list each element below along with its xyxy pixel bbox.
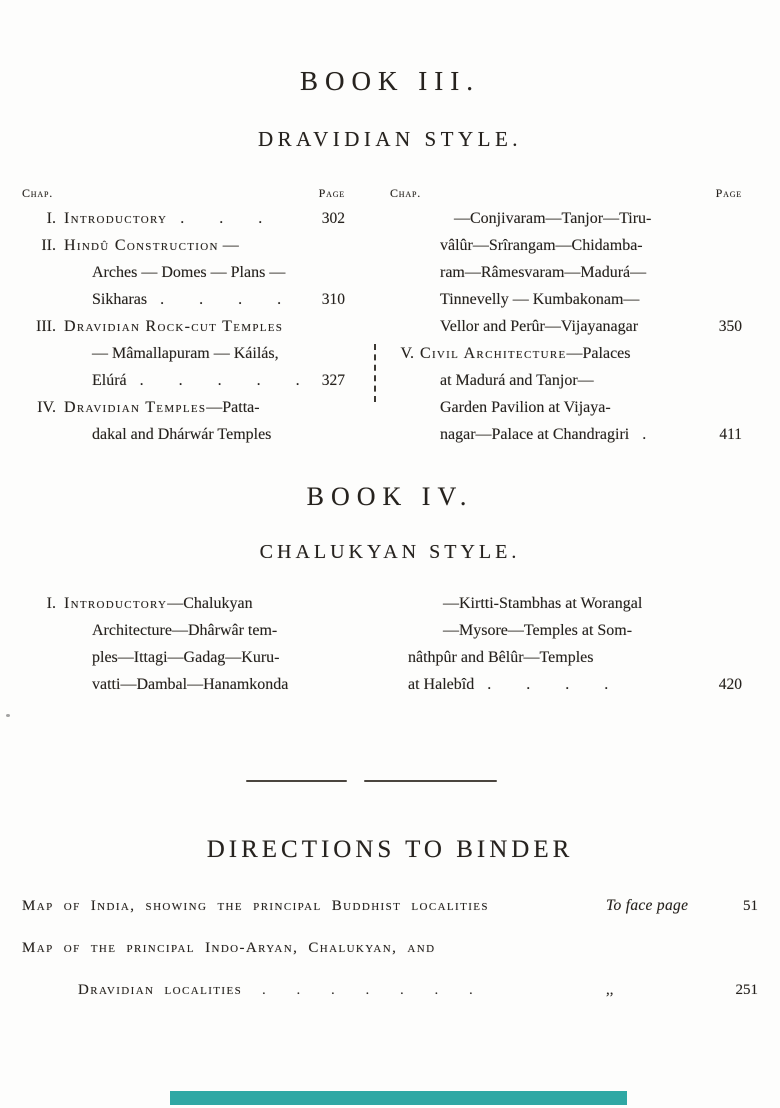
binder-entry-label: Map of India, showing the principal Buddhist localities	[22, 898, 489, 914]
toc-entry-line	[22, 313, 345, 340]
toc-entry-line	[390, 259, 742, 286]
page-number: 310	[321, 291, 345, 308]
chapter-numeral: II.	[41, 237, 56, 254]
entry-text: ram—Râmesvaram—Madurá—	[440, 264, 647, 281]
page-number: 51	[743, 898, 758, 914]
binder-entry-right	[606, 894, 758, 918]
toc-entry-line	[390, 205, 742, 232]
toc-entry-line	[390, 367, 742, 394]
page-number: 327	[321, 372, 345, 389]
chapter-numeral: IV.	[37, 399, 56, 416]
toc-entry-line	[390, 671, 742, 698]
page-header: Page	[318, 186, 345, 200]
dot-leaders: .	[642, 426, 648, 443]
toc-entry-line	[390, 394, 742, 421]
binder-entry-row	[22, 979, 758, 1002]
chapter-numeral: V.	[400, 345, 414, 362]
entry-text: at Madurá and Tanjor—	[440, 372, 594, 389]
entry-text: —Conjivaram—Tanjor—Tiru-	[454, 210, 652, 227]
entry-text: Garden Pavilion at Vijaya-	[440, 399, 611, 416]
dot-leaders: . . . .	[487, 676, 610, 693]
entry-text: Arches — Domes — Plans —	[92, 264, 286, 281]
toc-entry-line	[390, 286, 742, 313]
binder-entry-right	[606, 979, 758, 1002]
book3-left-column	[22, 186, 352, 448]
binder-entry-row	[22, 937, 758, 960]
toc-entry-line	[22, 286, 345, 313]
scan-speck	[6, 714, 10, 717]
entry-text: —Patta-	[206, 399, 260, 416]
page-number: 302	[321, 210, 345, 227]
toc-entry-line	[390, 313, 742, 340]
entry-text: —	[218, 237, 239, 254]
chap-header: Chap.	[22, 186, 54, 200]
entry-text: Vellor and Perûr—Vijayanagar	[440, 318, 639, 335]
toc-entry-line	[390, 590, 742, 617]
entry-text: —Chalukyan	[167, 595, 253, 612]
entry-text: nâthpûr and Bêlûr—Temples	[408, 649, 594, 666]
book3-heading: BOOK III.	[300, 66, 480, 96]
toc-entry-line	[22, 340, 345, 367]
dot-leaders: . . .	[180, 210, 264, 227]
chapter-numeral: III.	[36, 318, 56, 335]
binder-entry-row	[22, 894, 758, 918]
book4-left-column	[22, 590, 352, 698]
toc-entry-line	[22, 671, 345, 698]
page-number: 350	[718, 318, 742, 335]
page-number: 251	[735, 982, 758, 998]
column-divider-dashes	[374, 344, 376, 402]
chapter-numeral: I.	[46, 595, 56, 612]
toc-entry-line	[22, 617, 345, 644]
chapter-title: Introductory	[64, 210, 168, 227]
section-divider-rule-left	[246, 780, 347, 782]
section-divider-rule-right	[364, 780, 497, 782]
entry-text: ples—Ittagi—Gadag—Kuru-	[92, 649, 280, 666]
chap-header: Chap.	[390, 186, 422, 200]
toc-entry-line	[390, 421, 742, 448]
entry-text: —Palaces	[566, 345, 631, 362]
toc-entry-line	[390, 232, 742, 259]
entry-text: Tinnevelly — Kumbakonam—	[440, 291, 640, 308]
column-header-row	[22, 186, 345, 201]
entry-text: Architecture—Dhârwâr tem-	[92, 622, 278, 639]
toc-entry-line	[390, 617, 742, 644]
binder-entry-label: Map of the principal Indo-Aryan, Chalukyan, and	[22, 940, 436, 956]
chapter-title: Dravidian Temples	[64, 399, 207, 416]
book4-contents	[22, 590, 748, 698]
entry-text: —Kirtti-Stambhas at Worangal	[443, 595, 643, 612]
toc-entry-line	[22, 259, 345, 286]
toc-entry-line	[22, 205, 345, 232]
dot-leaders: . . . .	[160, 291, 283, 308]
toc-entry-line	[22, 232, 345, 259]
entry-text: at Halebîd	[408, 676, 475, 693]
toc-entry-line	[390, 644, 742, 671]
page-number: 411	[719, 426, 742, 443]
chapter-title: Hindû Construction	[64, 237, 219, 254]
book3-style-subheading: DRAVIDIAN STYLE.	[257, 127, 523, 151]
ditto-mark: ,,	[606, 982, 614, 998]
book3-contents	[22, 186, 748, 448]
toc-entry-line	[22, 367, 345, 394]
scan-artifact-bar	[170, 1091, 627, 1105]
book4-style-subheading: CHALUKYAN STYLE.	[259, 541, 521, 563]
page-number: 420	[718, 676, 742, 693]
entry-text: — Mâmallapuram — Káilás,	[92, 345, 279, 362]
toc-entry-line	[22, 590, 345, 617]
chapter-title: Civil Architecture	[420, 345, 567, 362]
dot-leaders: . . . . . . .	[262, 983, 474, 998]
facing-page-note: To face page	[606, 897, 689, 914]
book4-right-column	[390, 590, 748, 698]
toc-entry-line	[22, 421, 345, 448]
entry-text: vatti—Dambal—Hanamkonda	[92, 676, 289, 693]
book3-right-column	[390, 186, 748, 448]
binder-heading: DIRECTIONS TO BINDER	[206, 836, 574, 863]
chapter-numeral: I.	[46, 210, 56, 227]
entry-text: vâlûr—Srîrangam—Chidamba-	[440, 237, 643, 254]
column-header-row	[390, 186, 742, 201]
toc-entry-line	[22, 644, 345, 671]
chapter-title: Introductory	[64, 595, 168, 612]
entry-text: nagar—Palace at Chandragiri	[440, 426, 630, 443]
entry-text: dakal and Dhárwár Temples	[92, 426, 272, 443]
toc-entry-line	[22, 394, 345, 421]
binder-entry-label: Dravidian localities	[78, 982, 243, 998]
entry-text: —Mysore—Temples at Som-	[443, 622, 633, 639]
entry-text: Sikharas	[92, 291, 148, 308]
binder-list	[22, 894, 758, 1021]
chapter-title: Dravidian Rock-cut Temples	[64, 318, 284, 335]
entry-text: Elúrá	[92, 372, 127, 389]
page-header: Page	[715, 186, 742, 200]
toc-entry-line	[390, 340, 742, 367]
book4-heading: BOOK IV.	[306, 482, 474, 511]
dot-leaders: . . . . .	[139, 372, 301, 389]
